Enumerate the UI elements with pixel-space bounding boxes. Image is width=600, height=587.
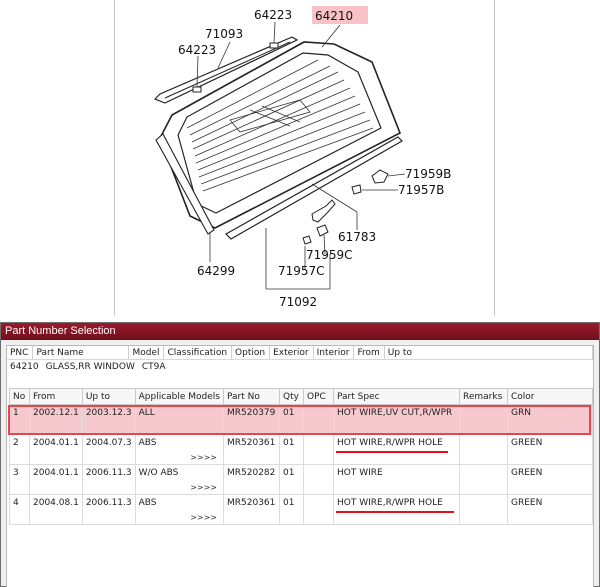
cell-from: 2004.01.1 xyxy=(30,435,83,465)
pnc-label-64223-top[interactable]: 64223 xyxy=(254,8,293,22)
cell-qty: 01 xyxy=(280,435,304,465)
cell-upto: 2003.12.3 xyxy=(82,405,135,435)
models-text: ALL xyxy=(138,408,155,418)
cell-part-no[interactable]: MR520361 xyxy=(224,435,280,465)
cell-upto: 2006.11.3 xyxy=(82,465,135,495)
clip-71959C xyxy=(317,225,328,236)
col-part-no[interactable]: Part No xyxy=(224,389,280,405)
cell-no: 2 xyxy=(10,435,30,465)
more-models-link[interactable]: >>>> xyxy=(190,483,217,492)
table-row[interactable] xyxy=(10,405,593,435)
cell-no: 3 xyxy=(10,465,30,495)
cell-models xyxy=(135,495,223,525)
cell-color: GREEN xyxy=(508,435,593,465)
cell-qty: 01 xyxy=(280,465,304,495)
col-no[interactable]: No xyxy=(10,389,30,405)
cell-remarks xyxy=(460,405,508,435)
cell-from: 2004.01.1 xyxy=(30,465,83,495)
cell-part-no[interactable]: MR520379 xyxy=(224,405,280,435)
cell-qty: 01 xyxy=(280,405,304,435)
clip-71959B xyxy=(372,170,388,183)
pnc-header-model: Model xyxy=(129,346,164,359)
pnc-header-from: From xyxy=(354,346,384,359)
pnc-header-classification: Classification xyxy=(164,346,232,359)
pnc-label-71959C[interactable]: 71959C xyxy=(306,248,353,262)
models-text: ABS xyxy=(138,498,157,508)
model-value: CT9A xyxy=(141,362,166,372)
cell-models xyxy=(135,465,223,495)
clip-64223-left xyxy=(193,87,201,92)
cell-opc xyxy=(304,435,334,465)
pnc-header-interior: Interior xyxy=(314,346,355,359)
cell-no: 4 xyxy=(10,495,30,525)
cell-remarks xyxy=(460,465,508,495)
cell-no: 1 xyxy=(10,405,30,435)
pnc-header-option: Option xyxy=(232,346,270,359)
table-header-row xyxy=(10,389,593,405)
pnc-header-exterior: Exterior xyxy=(270,346,314,359)
col-upto[interactable]: Up to xyxy=(82,389,135,405)
cell-from: 2002.12.1 xyxy=(30,405,83,435)
part-number-table xyxy=(9,388,593,525)
clip-71957B xyxy=(352,185,361,194)
pnc-label-71093[interactable]: 71093 xyxy=(205,27,244,41)
pnc-header-upto: Up to xyxy=(385,346,593,359)
part-name-value: GLASS,RR WINDOW xyxy=(45,362,135,372)
cell-part-no[interactable]: MR520282 xyxy=(224,465,280,495)
pnc-header xyxy=(7,346,593,360)
spec-text: HOT WIRE,R/WPR HOLE xyxy=(337,438,443,448)
cell-color: GREEN xyxy=(508,495,593,525)
pnc-label-71957C[interactable]: 71957C xyxy=(278,264,325,278)
models-text: ABS xyxy=(138,438,157,448)
cell-remarks xyxy=(460,435,508,465)
bracket-61783 xyxy=(312,200,335,222)
cell-color: GREEN xyxy=(508,465,593,495)
cell-models xyxy=(135,435,223,465)
pnc-label-64299[interactable]: 64299 xyxy=(197,264,236,278)
cell-spec: HOT WIRE xyxy=(334,465,460,495)
cell-spec: HOT WIRE,UV CUT,R/WPR xyxy=(334,405,460,435)
cell-remarks xyxy=(460,495,508,525)
models-text: W/O ABS xyxy=(138,468,179,478)
col-color[interactable]: Color xyxy=(508,389,593,405)
pnc-label-71092[interactable]: 71092 xyxy=(279,295,318,309)
cell-opc xyxy=(304,465,334,495)
pnc-header-pnc: PNC xyxy=(7,346,33,359)
cell-part-no[interactable]: MR520361 xyxy=(224,495,280,525)
col-qty[interactable]: Qty xyxy=(280,389,304,405)
spec-text: HOT WIRE,R/WPR HOLE xyxy=(337,498,443,508)
pnc-header-part-name: Part Name xyxy=(33,346,129,359)
table-row[interactable] xyxy=(10,495,593,525)
table-row[interactable] xyxy=(10,435,593,465)
cell-from: 2004.08.1 xyxy=(30,495,83,525)
clip-71957C xyxy=(303,236,311,244)
pnc-label-64223-left[interactable]: 64223 xyxy=(178,43,217,57)
red-underline-annotation xyxy=(336,451,448,453)
pnc-row[interactable] xyxy=(7,360,593,374)
window-title: Part Number Selection xyxy=(1,323,599,340)
pnc-value: 64210 xyxy=(10,362,39,372)
cell-spec xyxy=(334,435,460,465)
col-remarks[interactable]: Remarks xyxy=(460,389,508,405)
cell-color: GRN xyxy=(508,405,593,435)
cell-opc xyxy=(304,405,334,435)
cell-upto: 2006.11.3 xyxy=(82,495,135,525)
pnc-label-61783[interactable]: 61783 xyxy=(338,230,377,244)
more-models-link[interactable]: >>>> xyxy=(190,453,217,462)
cell-upto: 2004.07.3 xyxy=(82,435,135,465)
table-row[interactable] xyxy=(10,465,593,495)
red-underline-annotation xyxy=(336,511,454,513)
selection-panel xyxy=(6,345,594,587)
cell-qty: 01 xyxy=(280,495,304,525)
cell-spec xyxy=(334,495,460,525)
pnc-label-71959B[interactable]: 71959B xyxy=(405,167,452,181)
cell-opc xyxy=(304,495,334,525)
col-opc[interactable]: OPC xyxy=(304,389,334,405)
cell-models xyxy=(135,405,223,435)
part-number-selection-window xyxy=(0,322,600,587)
more-models-link[interactable]: >>>> xyxy=(190,513,217,522)
pnc-label-71957B[interactable]: 71957B xyxy=(398,183,445,197)
clip-64223-top xyxy=(270,43,278,48)
col-from[interactable]: From xyxy=(30,389,83,405)
col-part-spec[interactable]: Part Spec xyxy=(334,389,460,405)
pnc-label-64210[interactable]: 64210 xyxy=(315,9,354,23)
col-applicable-models[interactable]: Applicable Models xyxy=(135,389,223,405)
